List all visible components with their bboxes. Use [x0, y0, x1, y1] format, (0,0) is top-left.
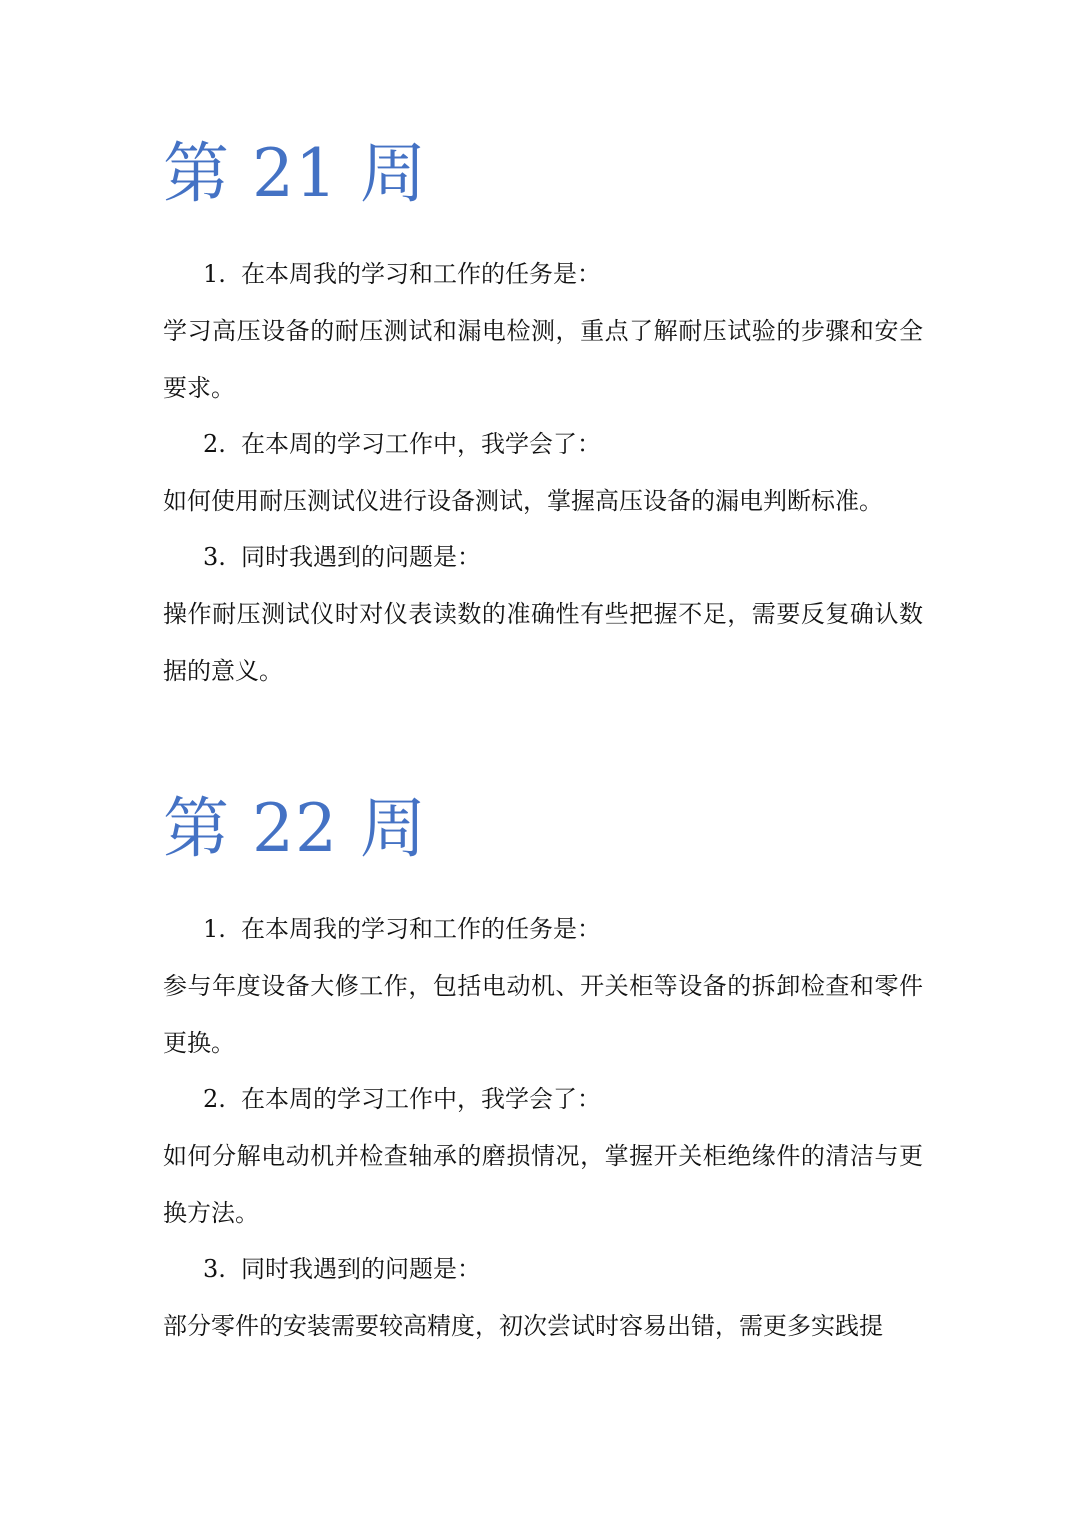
- question-number: 1.: [203, 260, 226, 288]
- question-text: 在本周我的学习和工作的任务是：: [241, 260, 601, 288]
- week-21-question-2: [203, 428, 601, 460]
- question-text: 同时我遇到的问题是：: [241, 543, 481, 571]
- week-22-title: 第 22 周: [163, 790, 427, 867]
- week-21-answer-3: 操作耐压测试仪时对仪表读数的准确性有些把握不足，需要反复确认数据的意义。: [163, 600, 923, 685]
- week-22-answer-1: 参与年度设备大修工作，包括电动机、开关柜等设备的拆卸检查和零件更换。: [163, 972, 923, 1057]
- week-21-question-1: [203, 258, 601, 290]
- question-text: 在本周的学习工作中，我学会了：: [241, 1085, 601, 1113]
- question-text: 同时我遇到的问题是：: [241, 1255, 481, 1283]
- week-22-question-3: [203, 1253, 481, 1285]
- question-text: 在本周的学习工作中，我学会了：: [241, 430, 601, 458]
- question-number: 1.: [203, 915, 226, 943]
- week-22-question-2: [203, 1083, 601, 1115]
- week-21-answer-2: 如何使用耐压测试仪进行设备测试，掌握高压设备的漏电判断标准。: [163, 487, 883, 515]
- week-21-answer-1: 学习高压设备的耐压测试和漏电检测，重点了解耐压试验的步骤和安全要求。: [163, 317, 923, 402]
- week-21-title: 第 21 周: [163, 135, 427, 212]
- week-22-question-1: [203, 913, 601, 945]
- question-number: 2.: [203, 1085, 226, 1113]
- question-number: 3.: [203, 1255, 226, 1283]
- week-22-answer-2: 如何分解电动机并检查轴承的磨损情况，掌握开关柜绝缘件的清洁与更换方法。: [163, 1142, 923, 1227]
- question-text: 在本周我的学习和工作的任务是：: [241, 915, 601, 943]
- week-21-question-3: [203, 541, 481, 573]
- question-number: 2.: [203, 430, 226, 458]
- question-number: 3.: [203, 543, 226, 571]
- week-22-answer-3: 部分零件的安装需要较高精度，初次尝试时容易出错，需更多实践提: [163, 1312, 883, 1340]
